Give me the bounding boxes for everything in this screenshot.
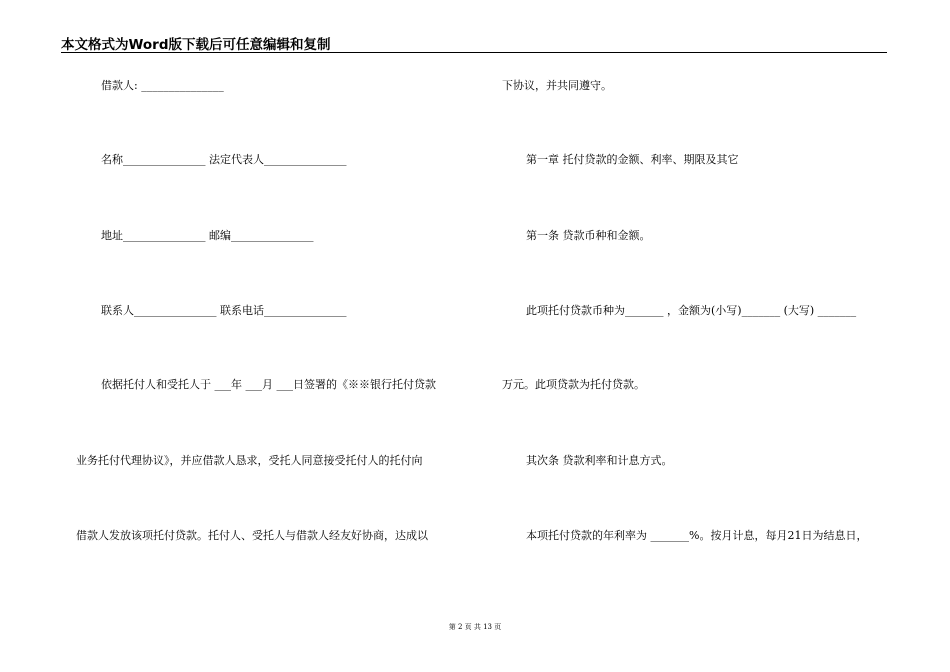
borrower-line: 借款人: _______________	[101, 79, 224, 92]
contact-phone-line: 联系人_______________ 联系电话_______________	[101, 304, 347, 317]
page-number: 第 2 页 共 13 页	[448, 623, 502, 631]
paragraph-line-2: 业务托付代理协议》，并应借款人恳求，受托人同意接受托付人的托付向	[76, 454, 423, 467]
name-representative-line: 名称_______________ 法定代表人_______________	[101, 153, 347, 166]
loan-amount-continuation: 万元。此项贷款为托付贷款。	[502, 378, 645, 391]
paragraph-line-3: 借款人发放该项托付贷款。托付人、受托人与借款人经友好协商，达成以	[76, 529, 428, 542]
interest-rate-line: 本项托付贷款的年利率为 _______%。按月计息，每月21日为结息日，	[526, 529, 868, 542]
address-postcode-line: 地址_______________ 邮编_______________	[101, 229, 314, 242]
paragraph-continuation: 下协议，并共同遵守。	[502, 79, 612, 92]
chapter-heading: 第一章 托付贷款的金额、利率、期限及其它	[526, 153, 739, 166]
article-1-heading: 第一条 贷款币种和金额。	[526, 229, 651, 242]
article-2-heading: 其次条 贷款利率和计息方式。	[526, 454, 673, 467]
document-header-title: 本文格式为Word版下载后可任意编辑和复制	[61, 37, 331, 53]
loan-currency-amount-line: 此项托付贷款币种为_______ ，金额为(小写)_______ (大写) _______	[526, 304, 857, 317]
paragraph-line-1: 依据托付人和受托人于 ___年 ___月 ___日签署的《※※银行托付贷款	[101, 378, 436, 391]
header-divider	[61, 52, 887, 53]
